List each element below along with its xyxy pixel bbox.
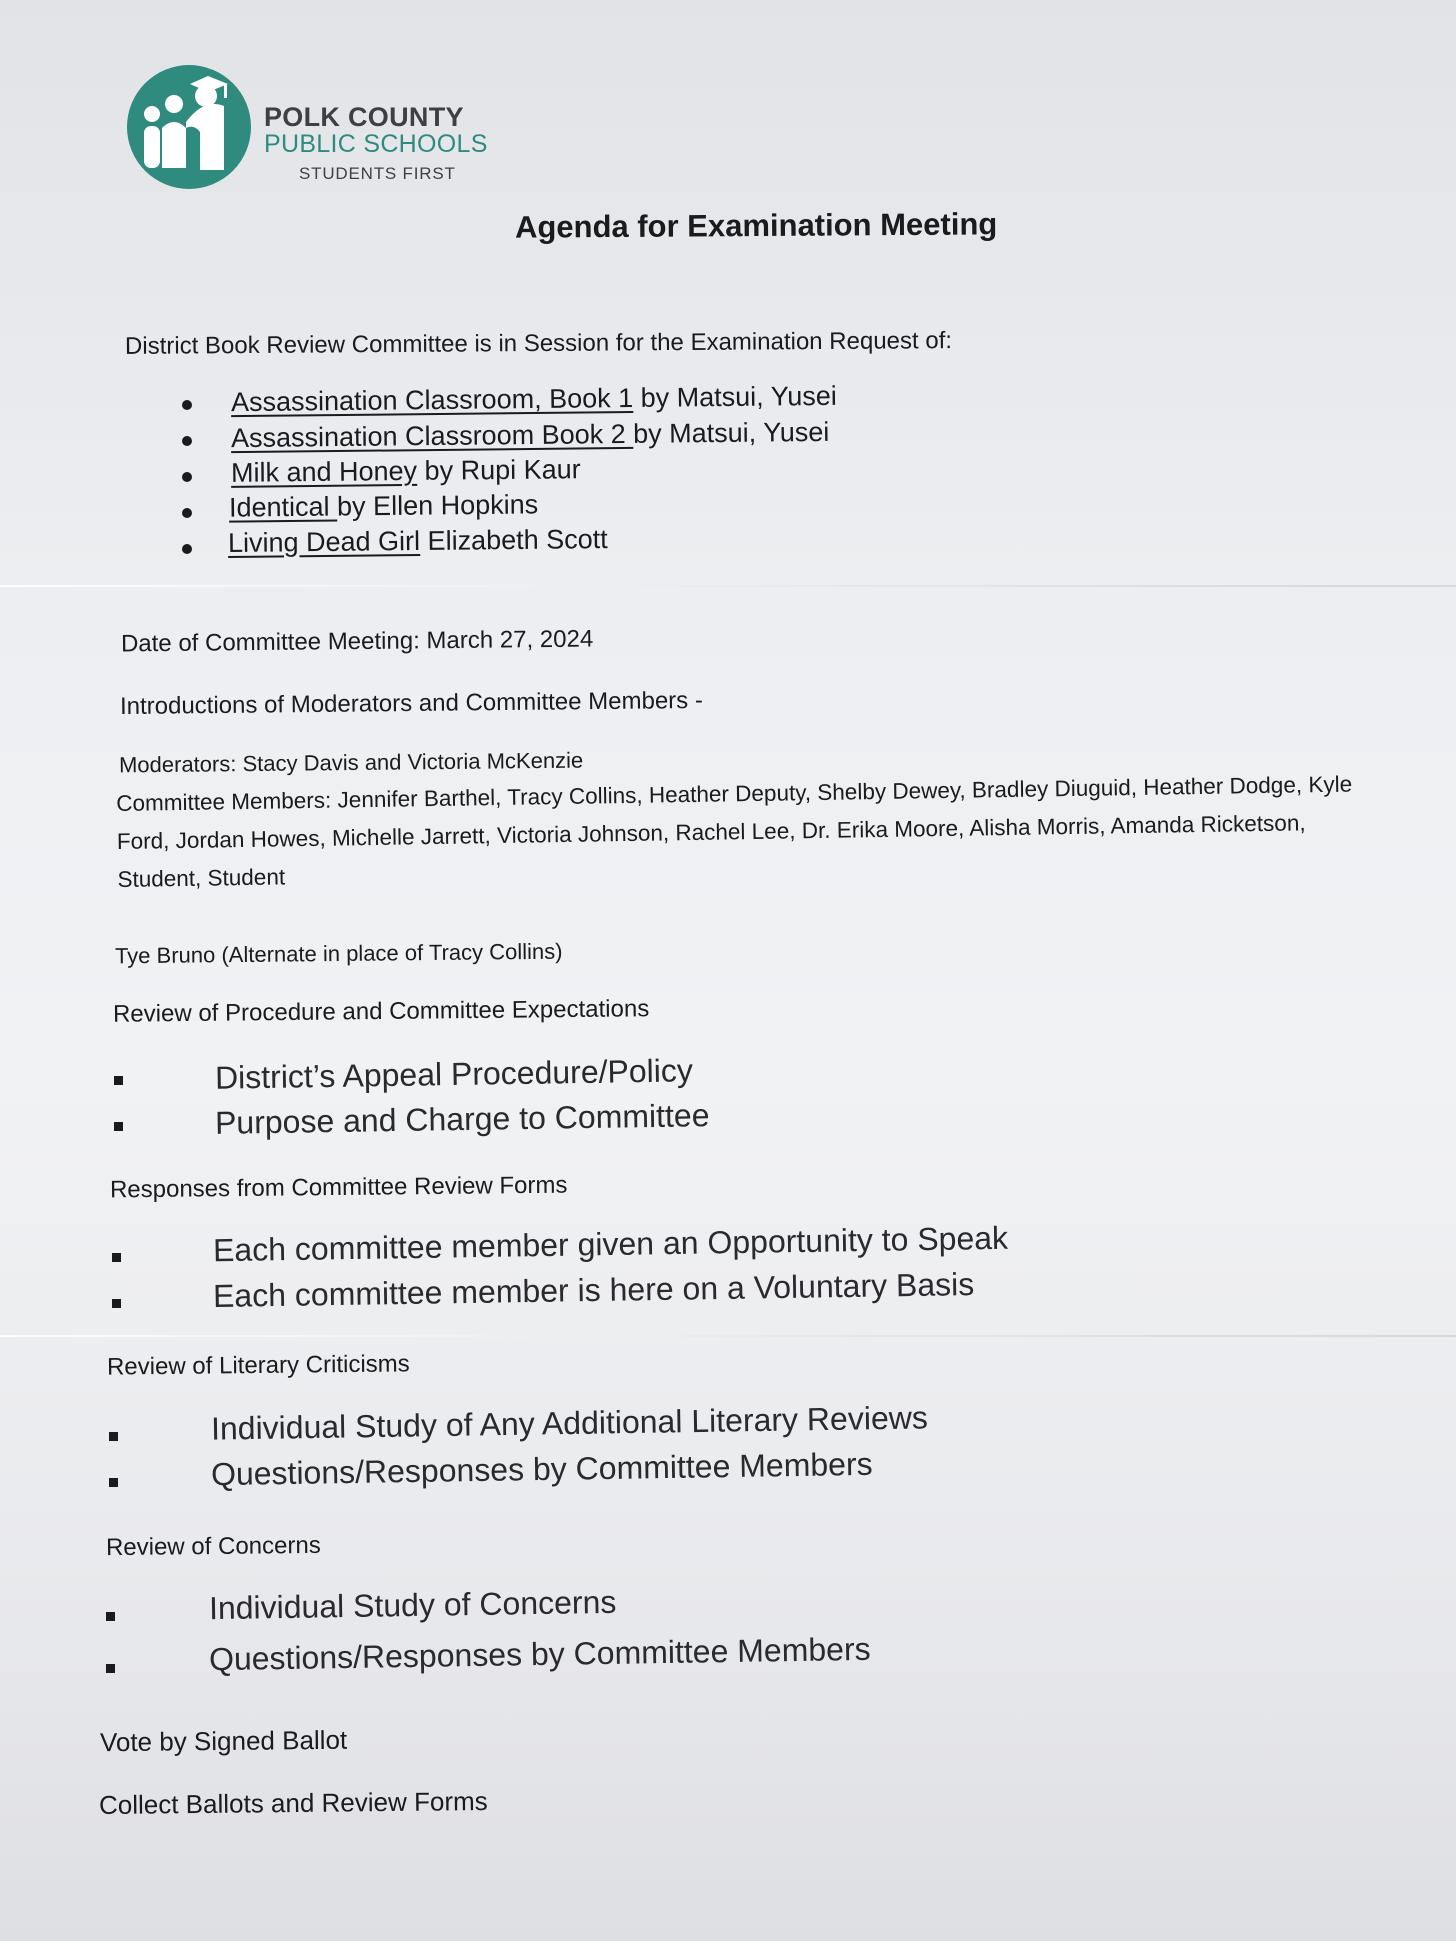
book-author: by Matsui, Yusei — [633, 380, 837, 413]
book-title: Milk and Honey — [230, 455, 418, 488]
section-item: Each committee member given an Opportunity to Speak — [212, 1219, 1009, 1269]
meeting-date: Date of Committee Meeting: March 27, 2024 — [120, 625, 594, 658]
section-item: District’s Appeal Procedure/Policy — [214, 1052, 694, 1096]
paper-fold — [0, 585, 1456, 587]
bullet-icon — [182, 472, 192, 482]
bullet-icon — [182, 436, 192, 446]
book-list-item — [229, 489, 538, 523]
section-heading: Review of Literary Criticisms — [106, 1350, 410, 1381]
logo-tagline: STUDENTS FIRST — [299, 164, 456, 183]
book-title: Identical — [228, 491, 338, 523]
bullet-icon — [182, 400, 192, 410]
book-author: by Ellen Hopkins — [336, 489, 539, 522]
page-title: Agenda for Examination Meeting — [514, 206, 998, 245]
book-title: Living Dead Girl — [227, 525, 421, 558]
section-heading: Responses from Committee Review Forms — [109, 1171, 568, 1204]
book-list-item — [231, 454, 581, 489]
section-heading: Review of Procedure and Committee Expectations — [112, 995, 650, 1028]
moderators-text: Moderators: Stacy Davis and Victoria McKenzie — [118, 747, 584, 778]
book-author: by Matsui, Yusei — [633, 416, 830, 449]
square-bullet-icon — [112, 1299, 121, 1308]
intro-text: District Book Review Committee is in Session for the Examination Request of: — [124, 327, 953, 360]
section-item: Purpose and Charge to Committee — [214, 1097, 710, 1141]
collect-item: Collect Ballots and Review Forms — [98, 1785, 488, 1821]
section-heading: Review of Concerns — [105, 1531, 321, 1562]
introductions-heading: Introductions of Moderators and Committee Members - — [119, 686, 704, 721]
paper-fold — [0, 1335, 1456, 1337]
book-title: Assassination Classroom, Book 1 — [230, 382, 634, 418]
section-item: Questions/Responses by Committee Members — [210, 1445, 873, 1493]
polk-county-logo — [124, 62, 524, 192]
section-item: Each committee member is here on a Voluntary Basis — [212, 1266, 975, 1314]
book-list-item — [231, 381, 837, 418]
vote-item: Vote by Signed Ballot — [99, 1724, 348, 1758]
square-bullet-icon — [106, 1612, 115, 1621]
square-bullet-icon — [109, 1432, 118, 1441]
book-list-item — [228, 524, 608, 559]
square-bullet-icon — [114, 1122, 123, 1131]
committee-members-text: Committee Members: Jennifer Barthel, Tracy Collins, Heather Deputy, Shelby Dewey, Bradley Diuguid, Heather Dodge, Kyle Ford, Jordan Howes, Michelle Jarrett, Victoria Johnson, Rachel Lee, Dr. Erika Moore, Alisha Morris, Amanda Ricketson, Student, Student — [116, 771, 1353, 892]
book-title: Assassination Classroom Book 2 — [230, 418, 634, 454]
logo-text-polk-county: POLK COUNTY — [264, 102, 464, 132]
square-bullet-icon — [106, 1664, 115, 1673]
logo-text-public-schools: PUBLIC SCHOOLS — [264, 130, 488, 158]
book-list-item — [231, 417, 830, 454]
school-logo-icon — [124, 62, 254, 192]
section-item: Individual Study of Concerns — [208, 1583, 617, 1627]
book-author: Elizabeth Scott — [419, 524, 608, 556]
square-bullet-icon — [109, 1478, 118, 1487]
bullet-icon — [182, 544, 192, 554]
bullet-icon — [182, 508, 192, 518]
section-item: Individual Study of Any Additional Literary Reviews — [210, 1399, 929, 1447]
alternate-member-text: Tye Bruno (Alternate in place of Tracy Collins) — [114, 938, 563, 969]
square-bullet-icon — [114, 1076, 123, 1085]
square-bullet-icon — [112, 1253, 121, 1262]
section-item: Questions/Responses by Committee Members — [208, 1630, 871, 1678]
book-author: by Rupi Kaur — [416, 454, 581, 486]
